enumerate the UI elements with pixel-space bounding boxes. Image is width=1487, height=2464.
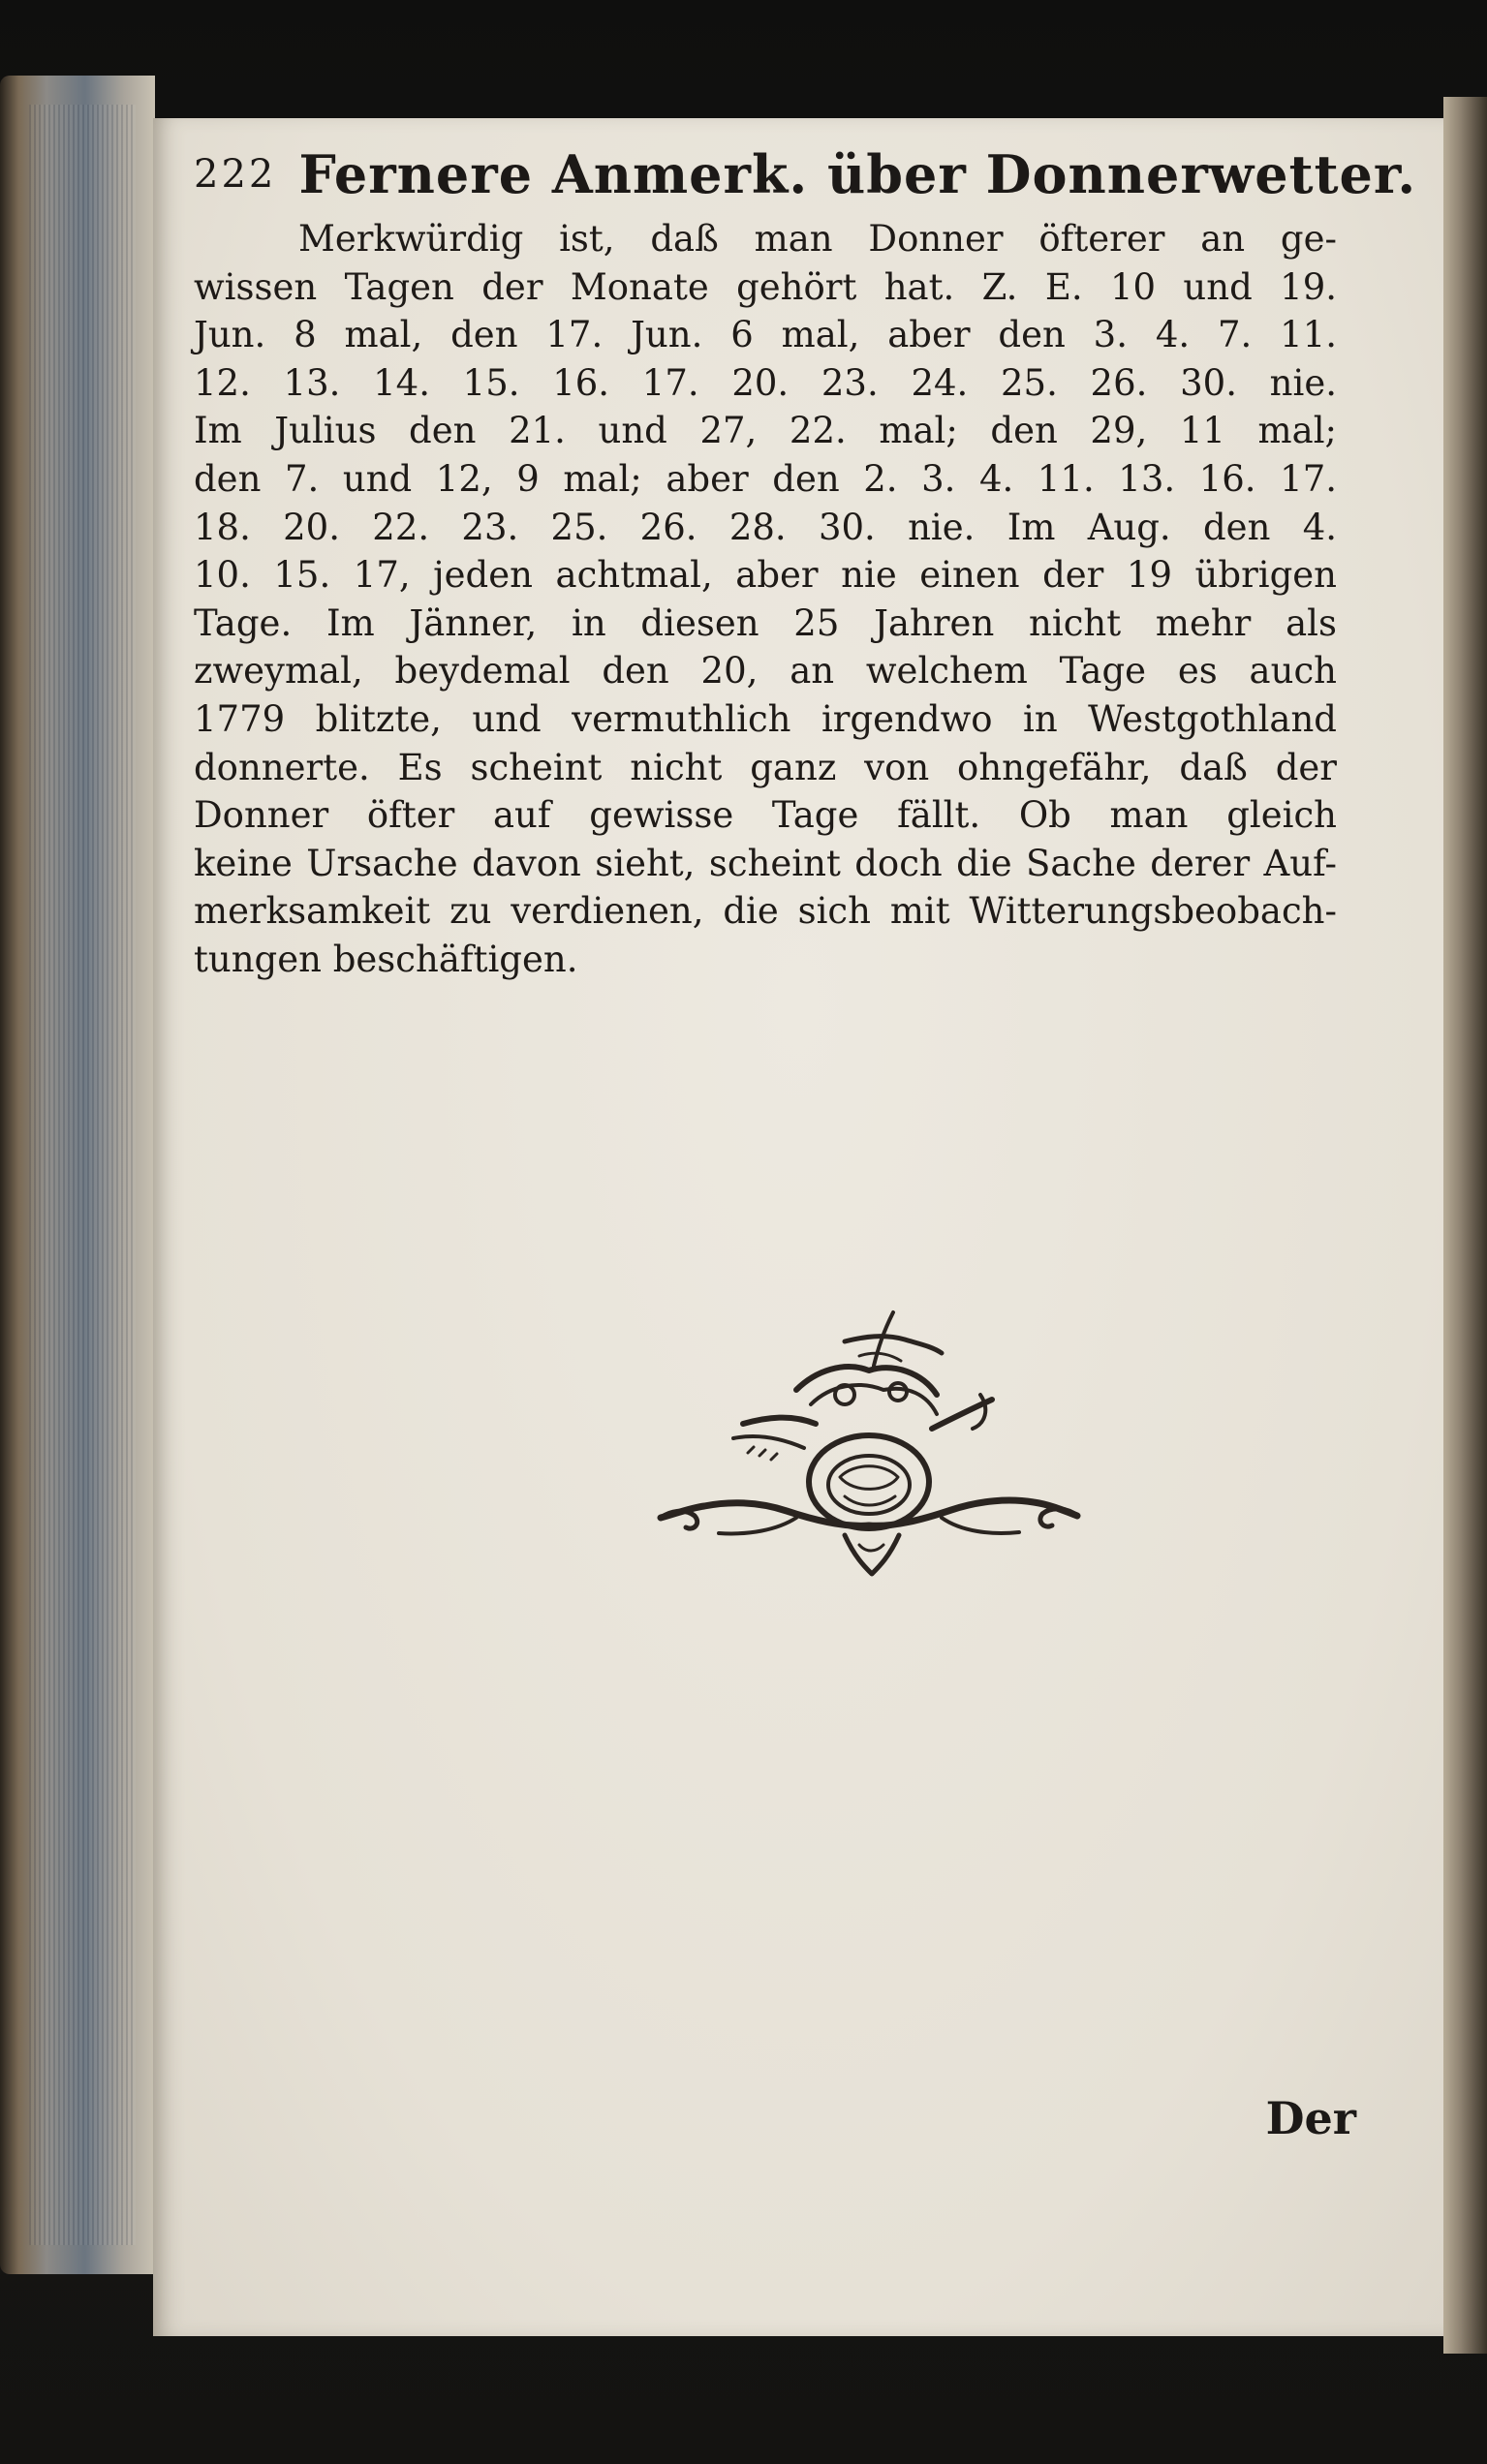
text-line: wissen Tagen der Monate gehört hat. Z. E. 10 und 19. [194,265,1337,308]
floral-vignette-icon [651,1303,1087,1603]
text-line: merksamkeit zu verdienen, die sich mit Witterungsbeobach- [194,890,1337,933]
page-header [194,143,1417,205]
text-line: Tage. Im Jänner, in diesen 25 Jahren nicht mehr als [194,601,1337,644]
text-line: 18. 20. 22. 23. 25. 26. 28. 30. nie. Im Aug. den 4. [194,506,1337,548]
text-line: donnerte. Es scheint nicht ganz von ohngefähr, daß der [194,746,1337,788]
text-line: 12. 13. 14. 15. 16. 17. 20. 23. 24. 25. 26. 30. nie. [194,361,1337,404]
book-right-edge [1443,97,1487,2354]
catchword: Der [1265,2092,1356,2144]
text-line: Im Julius den 21. und 27, 22. mal; den 29, 11 mal; [194,410,1337,452]
text-line: Jun. 8 mal, den 17. Jun. 6 mal, aber den 3. 4. 7. 11. [194,314,1337,356]
running-title: Fernere Anmerk. über Donnerwetter. [298,143,1417,205]
text-line: zweymal, beydemal den 20, an welchem Tage es auch [194,650,1337,693]
text-line: den 7. und 12, 9 mal; aber den 2. 3. 4. 11. 13. 16. 17. [194,457,1337,500]
text-line: tungen beschäftigen. [194,938,578,980]
book-page-edges [0,76,155,2274]
text-line: 1779 blitzte, und vermuthlich irgendwo in Westgothland [194,697,1337,740]
page-number: 222 [194,152,277,197]
text-line: keine Ursache davon sieht, scheint doch die Sache derer Auf- [194,842,1337,884]
body-paragraph [194,215,1337,984]
text-line: Donner öfter auf gewisse Tage fällt. Ob man gleich [194,794,1337,837]
text-line: Merkwürdig ist, daß man Donner öfterer an ge- [298,218,1337,260]
text-line: 10. 15. 17, jeden achtmal, aber nie einen der 19 übrigen [194,554,1337,597]
